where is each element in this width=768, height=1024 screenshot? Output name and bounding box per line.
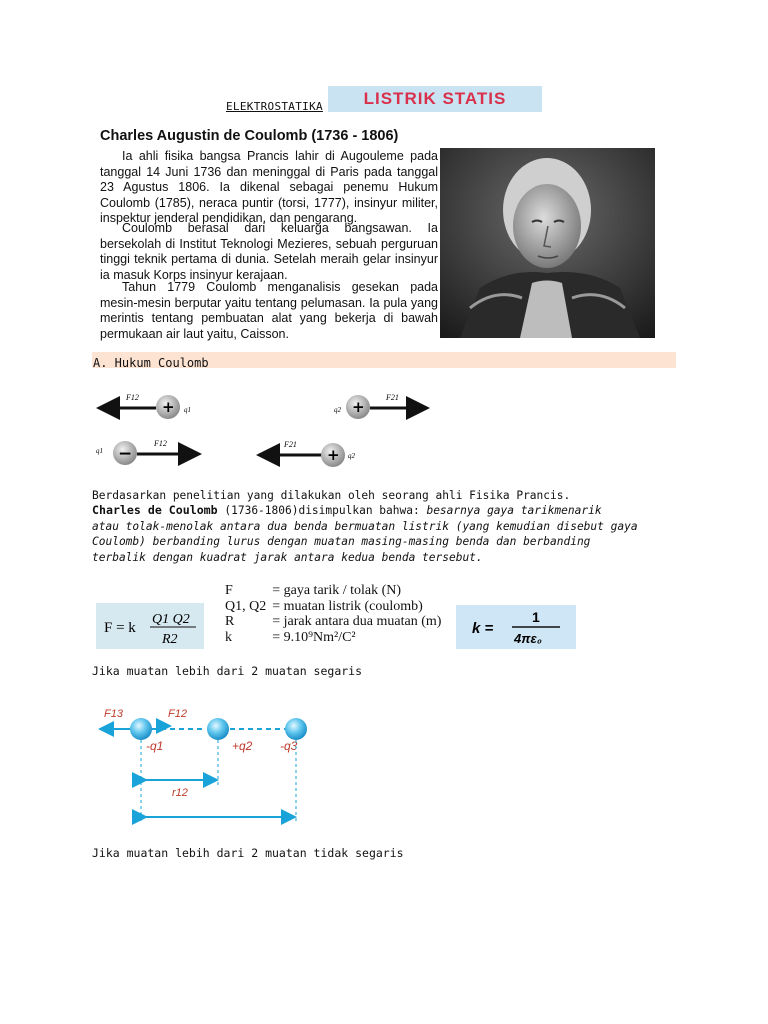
label-q3: -q3 <box>280 739 298 753</box>
legend-description: = jarak antara dua muatan (m) <box>272 614 442 629</box>
coulomb-portrait <box>440 148 655 338</box>
bio-paragraph-2: Coulomb berasal dari keluarga bangsawan. Ia bersekolah di Institut Teknologi Mezieres, sebuah perguruan tinggi teknik pertama di dunia. Setelah meraih gelar insinyur ia masuk Korps insinyur kerajaan. <box>100 221 438 282</box>
collinear-charges-diagram <box>96 700 336 828</box>
formula-legend <box>225 583 447 645</box>
legend-row <box>225 583 447 599</box>
paragraph-italic: terbalik dengan kuadrat jarak antara kedua benda tersebut. <box>92 550 483 564</box>
legend-symbol: Q1, Q2 <box>225 598 267 614</box>
label-r12: r12 <box>172 787 188 799</box>
charge-q3 <box>285 718 307 740</box>
non-collinear-caption: Jika muatan lebih dari 2 muatan tidak segaris <box>92 846 404 860</box>
label-f21: F21 <box>284 440 297 449</box>
label-q2: q2 <box>334 406 341 414</box>
legend-description: = gaya tarik / tolak (N) <box>272 583 402 598</box>
coulomb-law-paragraph <box>92 488 682 565</box>
plus-sign: + <box>327 446 340 464</box>
force-diagram <box>90 385 470 470</box>
topic-badge-label: LISTRIK STATIS <box>363 89 507 108</box>
section-heading: A. Hukum Coulomb <box>93 356 209 370</box>
paragraph-italic: atau tolak-menolak antara dua benda bermuatan listrik (yang kemudian disebut gaya <box>92 519 638 533</box>
legend-description: = 9.10⁹Nm²/C² <box>272 629 356 645</box>
legend-symbol: R <box>225 614 235 629</box>
scientist-name: Charles de Coulomb <box>92 503 218 518</box>
k-denominator: 4πε₀ <box>514 631 542 646</box>
formula-denominator: R2 <box>162 632 178 647</box>
label-q1: -q1 <box>146 739 164 753</box>
paragraph-years: (1736-1806)disimpulkan bahwa: <box>217 504 427 518</box>
legend-row <box>225 630 447 646</box>
paragraph-line: Berdasarkan penelitian yang dilakukan oleh seorang ahli Fisika Prancis. <box>92 489 571 502</box>
section-heading-bar <box>92 352 676 368</box>
k-constant-formula <box>456 605 576 649</box>
document-title: ELEKTROSTATIKA <box>226 100 323 113</box>
label-q2: q2 <box>348 452 355 460</box>
label-f12: F12 <box>154 439 167 448</box>
label-q1: q1 <box>96 447 103 455</box>
paragraph-line <box>92 503 682 518</box>
legend-row <box>225 599 447 615</box>
label-f21: F21 <box>386 393 399 402</box>
paragraph-italic: besarnya gaya tarikmenarik <box>426 504 602 518</box>
charge-q2 <box>207 718 229 740</box>
bio-title: Charles Augustin de Coulomb (1736 - 1806) <box>100 128 399 144</box>
legend-description: = muatan listrik (coulomb) <box>272 598 423 614</box>
k-lhs: k = <box>472 620 494 637</box>
charge-q1 <box>130 718 152 740</box>
label-q2: +q2 <box>232 739 253 753</box>
formula-lhs: F = k <box>104 620 136 636</box>
coulomb-formula <box>96 603 204 649</box>
label-f13: F13 <box>104 708 123 720</box>
collinear-caption: Jika muatan lebih dari 2 muatan segaris <box>92 664 363 678</box>
legend-row <box>225 614 447 630</box>
legend-symbol: F <box>225 583 233 598</box>
bio-paragraph-3: Tahun 1779 Coulomb menganalisis gesekan pada mesin-mesin berputar yaitu tentang pelumasan. Ia pula yang merintis tentang pembuatan alat yang bekerja di bawah permukaan air laut yaitu, Caisson. <box>100 280 438 341</box>
label-f12: F12 <box>126 393 139 402</box>
minus-sign: − <box>118 444 133 464</box>
label-q1: q1 <box>184 406 191 414</box>
bio-paragraph-1: Ia ahli fisika bangsa Prancis lahir di Augouleme pada tanggal 14 Juni 1736 dan meninggal di Paris pada tanggal 23 Agustus 1806. Ia dikenal sebagai penemu Hukum Coulomb (1785), neraca puntir (torsi, 1777), insinyur militer, inspektur jenderal pendidikan, dan pengarang. <box>100 149 438 225</box>
k-numerator: 1 <box>532 609 540 625</box>
paragraph-italic: Coulomb) berbanding lurus dengan muatan masing-masing benda dan berbanding <box>92 535 591 549</box>
topic-badge <box>328 86 542 112</box>
legend-symbol: k <box>225 629 232 645</box>
plus-sign: + <box>162 398 175 416</box>
plus-sign: + <box>352 398 365 416</box>
label-f12: F12 <box>168 708 187 720</box>
formula-numerator: Q1 Q2 <box>152 612 190 627</box>
